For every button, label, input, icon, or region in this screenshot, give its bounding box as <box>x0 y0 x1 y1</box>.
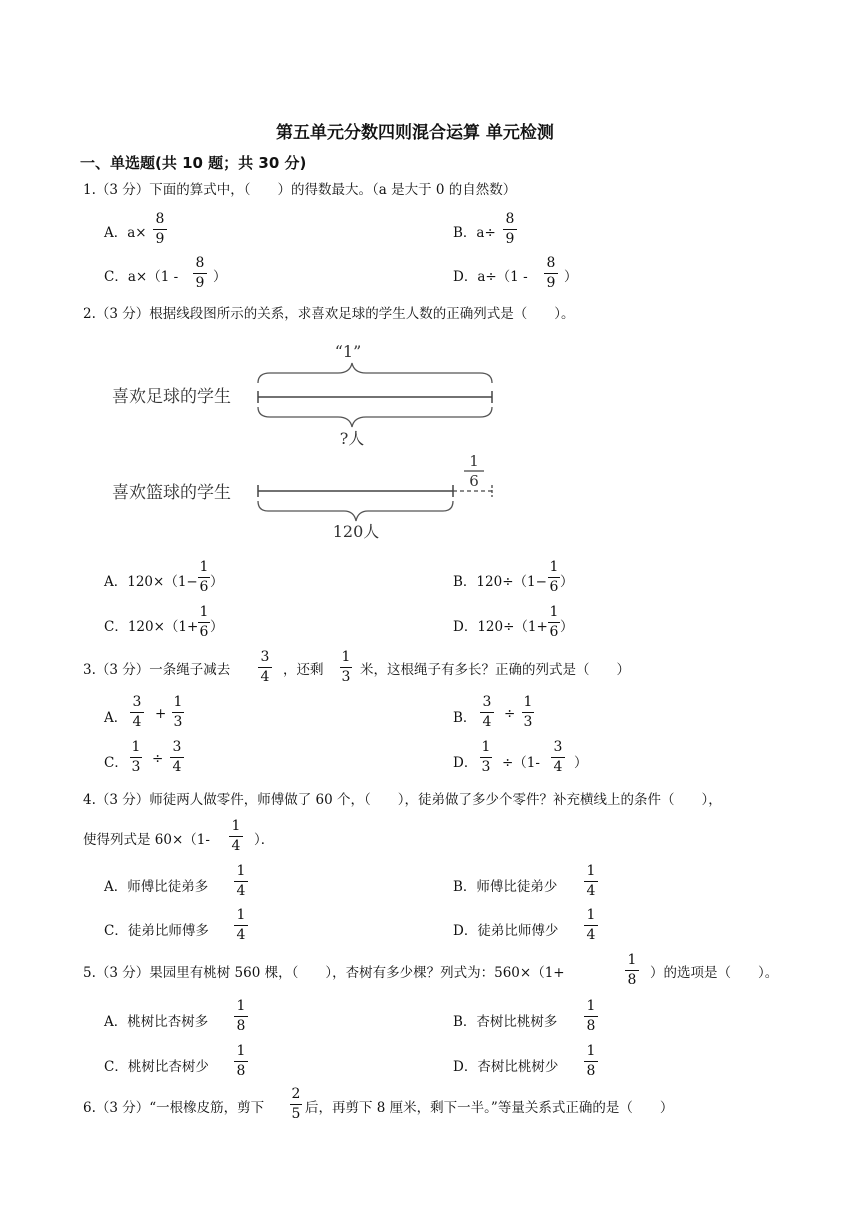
fraction: 8 9 <box>503 211 517 248</box>
q4-option-a: A．师傅比徒弟多 <box>104 879 209 895</box>
q4-option-c: C．徒弟比师傅多 <box>104 923 209 939</box>
page-title: 第五单元分数四则混合运算 单元检测 <box>276 123 554 143</box>
q3-option-b: B． <box>453 710 477 726</box>
bottom-brace <box>258 407 492 427</box>
fraction: 1 3 <box>523 694 533 730</box>
operator: + <box>155 706 167 722</box>
fraction: 8 9 <box>544 255 558 292</box>
paren: ） <box>210 574 224 590</box>
q1-option-c: C．a×（1 - <box>104 269 179 285</box>
fraction: 1 6 <box>549 559 559 595</box>
q5-option-b: B．杏树比桃树多 <box>453 1014 558 1030</box>
question-3-stem-b: ，还剩 <box>283 662 324 678</box>
line-segment-diagram <box>100 335 520 545</box>
q1-option-b: B．a÷ <box>453 225 496 241</box>
fraction: 2 5 <box>291 1086 301 1122</box>
fraction: 1 6 <box>199 604 209 640</box>
diagram-label-one: “1” <box>334 342 362 361</box>
question-6-stem-a: 6.（3 分）“一根橡皮筋，剪下 <box>83 1100 265 1116</box>
question-3-stem-a: 3.（3 分）一条绳子减去 <box>83 662 231 678</box>
question-4-stem2-b: ）． <box>254 832 275 848</box>
question-2-stem: 2.（3 分）根据线段图所示的关系，求喜欢足球的学生人数的正确列式是（ ）。 <box>83 306 575 322</box>
fraction: 1 4 <box>229 818 243 855</box>
q2-option-b: B．120÷（1− <box>453 574 547 590</box>
q3-option-c: C． <box>104 755 128 771</box>
fraction: 1 6 <box>199 559 209 595</box>
fraction: 1 8 <box>234 998 248 1035</box>
fraction: 1 6 <box>549 604 559 640</box>
diagram-frac-num: 1 <box>469 452 479 470</box>
fraction: 1 3 <box>481 739 491 775</box>
question-4-stem: 4.（3 分）师徒两人做零件，师傅做了 60 个，（ ），徒弟做了多少个零件？补充横线上的条件（ ）， <box>83 792 722 808</box>
paren: ） <box>560 619 574 635</box>
fraction: 3 4 <box>258 649 272 686</box>
q2-option-c: C．120×（1+ <box>104 619 199 635</box>
question-1-stem: 1.（3 分）下面的算式中，（ ）的得数最大。（a 是大于 0 的自然数） <box>83 182 517 198</box>
diagram-label-120: 120人 <box>332 522 380 541</box>
question-6-stem-b: 后，再剪下 8 厘米，剩下一半。”等量关系式正确的是（ ） <box>305 1100 674 1116</box>
q1-option-d: D．a÷（1 - <box>453 269 528 285</box>
paren: ） <box>213 269 227 285</box>
q2-option-a: A．120×（1− <box>104 574 198 590</box>
fraction: 1 8 <box>584 1043 598 1080</box>
q3-option-d: D． <box>453 755 478 771</box>
fraction: 1 4 <box>234 863 248 900</box>
diagram-label-basketball: 喜欢篮球的学生 <box>112 483 231 503</box>
top-brace <box>258 363 492 383</box>
fraction: 1 8 <box>625 952 639 989</box>
question-4-stem2-a: 使得列式是 60×（1- <box>83 832 210 848</box>
fraction: 3 4 <box>130 694 144 731</box>
fraction: 1 4 <box>584 863 598 900</box>
fraction: 1 8 <box>234 1043 248 1080</box>
q4-option-d: D．徒弟比师傅少 <box>453 923 559 939</box>
fraction: 1 4 <box>584 907 598 944</box>
paren: ） <box>560 574 574 590</box>
operator: ÷ <box>504 706 516 722</box>
diagram-label-football: 喜欢足球的学生 <box>112 387 231 407</box>
paren: ） <box>574 755 588 771</box>
q3-option-a: A． <box>104 710 128 726</box>
q5-option-a: A．桃树比杏树多 <box>104 1014 209 1030</box>
operator: ÷（1- <box>502 755 540 771</box>
fraction: 3 4 <box>170 739 184 776</box>
fraction: 1 8 <box>584 998 598 1035</box>
q4-option-b: B．师傅比徒弟少 <box>453 879 558 895</box>
question-3-stem-c: 米，这根绳子有多长？正确的列式是（ ） <box>360 662 630 678</box>
fraction: 8 9 <box>193 255 207 292</box>
paren: ） <box>210 619 224 635</box>
q5-option-c: C．桃树比杏树少 <box>104 1059 209 1075</box>
paren: ） <box>564 269 578 285</box>
question-5-stem-b: ）的选项是（ ）。 <box>650 965 779 981</box>
diagram-frac-den: 6 <box>469 472 479 490</box>
q1-option-a: A．a× <box>104 225 147 241</box>
fraction: 3 4 <box>551 739 565 776</box>
fraction: 1 3 <box>131 739 141 775</box>
fraction: 1 3 <box>341 649 351 685</box>
fraction: 8 9 <box>153 211 167 248</box>
fraction: 1 3 <box>173 694 183 730</box>
fraction: 3 4 <box>480 694 494 731</box>
q5-option-d: D．杏树比桃树少 <box>453 1059 559 1075</box>
fraction: 1 4 <box>234 907 248 944</box>
operator: ÷ <box>152 751 164 767</box>
question-5-stem-a: 5.（3 分）果园里有桃树 560 棵，（ ），杏树有多少棵？列式为：560×（1+ <box>83 965 565 981</box>
q2-option-d: D．120÷（1+ <box>453 619 548 635</box>
section-heading: 一、单选题(共 10 题；共 30 分) <box>80 154 307 172</box>
diagram-label-q-people: ?人 <box>339 429 365 448</box>
basketball-brace <box>258 501 453 521</box>
